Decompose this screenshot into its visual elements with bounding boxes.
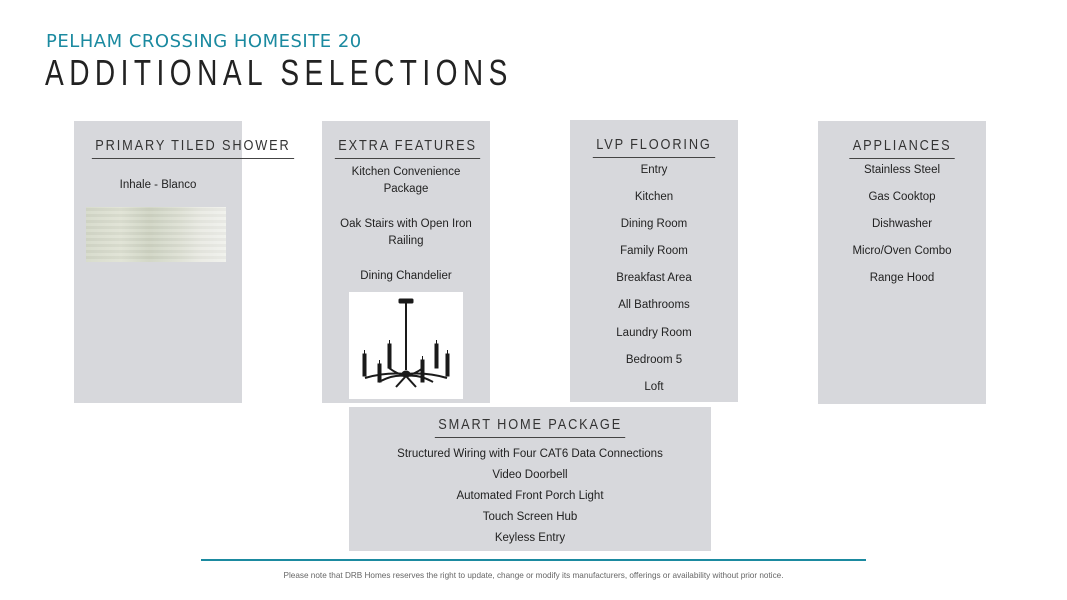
card-heading — [349, 416, 711, 438]
list-item: Stainless Steel — [863, 164, 941, 176]
list-item: Kitchen Convenience — [351, 166, 461, 178]
list-item: Laundry Room — [616, 327, 692, 339]
list-item: Gas Cooktop — [868, 191, 936, 203]
card-heading-text: APPLIANCES — [849, 137, 955, 159]
list-item: All Bathrooms — [618, 299, 690, 311]
footer-disclaimer: Please note that DRB Homes reserves the right to update, change or modify its manufacturers, offerings or availability without prior notice. — [283, 571, 784, 580]
list-item: Oak Stairs with Open Iron — [340, 218, 472, 230]
card-heading — [322, 137, 490, 159]
list-item: Automated Front Porch Light — [456, 490, 604, 502]
list-item: Loft — [644, 381, 664, 393]
list-item: Inhale - Blanco — [119, 179, 197, 191]
chandelier-icon — [349, 292, 463, 399]
list-item: Railing — [388, 235, 424, 247]
footer-divider — [201, 559, 866, 561]
card-extra-features — [322, 121, 490, 403]
list-item: Structured Wiring with Four CAT6 Data Connections — [397, 448, 663, 460]
list-item: Dishwasher — [871, 218, 933, 230]
list-item: Family Room — [620, 245, 688, 257]
list-item: Range Hood — [869, 272, 935, 284]
card-heading-text: PRIMARY TILED SHOWER — [92, 137, 294, 159]
card-primary-tiled-shower — [74, 121, 291, 403]
card-heading-text: SMART HOME PACKAGE — [435, 416, 626, 438]
card-heading — [74, 137, 291, 159]
list-item: Bedroom 5 — [625, 354, 683, 366]
card-appliances — [818, 121, 986, 404]
list-item: Breakfast Area — [616, 272, 692, 284]
list-item: Package — [383, 183, 429, 195]
card-heading — [570, 136, 738, 158]
card-heading — [818, 137, 986, 159]
card-smart-home-package — [349, 407, 711, 551]
list-item: Kitchen — [634, 191, 674, 203]
list-item: Micro/Oven Combo — [852, 245, 952, 257]
page-subtitle: PELHAM CROSSING HOMESITE 20 — [46, 31, 362, 52]
list-item: Keyless Entry — [494, 532, 566, 544]
page-title: ADDITIONAL SELECTIONS — [45, 52, 513, 93]
list-item: Entry — [640, 164, 668, 176]
chandelier-image — [349, 292, 463, 399]
list-item: Video Doorbell — [492, 469, 568, 481]
list-item: Dining Chandelier — [360, 270, 452, 282]
tile-swatch-image — [86, 207, 226, 262]
card-heading-text: LVP FLOORING — [593, 136, 715, 158]
card-heading-text: EXTRA FEATURES — [335, 137, 480, 159]
list-item: Dining Room — [620, 218, 688, 230]
card-lvp-flooring — [570, 120, 738, 402]
list-item: Touch Screen Hub — [482, 511, 578, 523]
